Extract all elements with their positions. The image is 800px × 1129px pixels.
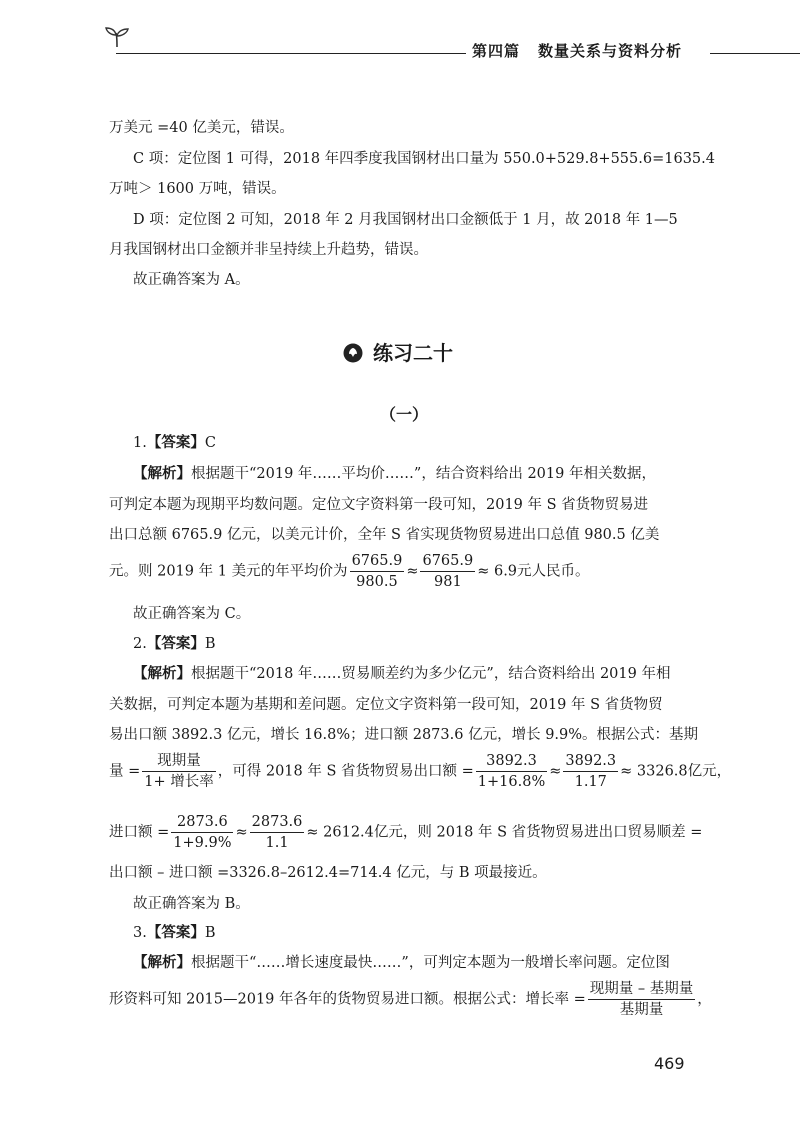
q2-answer-label: 【答案】 [146,636,205,652]
numerator: 3892.3 [476,751,547,772]
q1-answer-label: 【答案】 [146,435,205,451]
header-rule-right [710,53,800,54]
text-line: 万美元 =40 亿美元，错误。 [109,120,294,136]
page-header [0,0,800,70]
text-line: 故正确答案为 B。 [133,896,250,912]
q1-text: 根据题干“2019 年……平均价……”，结合资料给出 2019 年相关数据， [191,466,656,482]
fraction [142,751,215,792]
q2-import-prefix: 进口额 = [109,824,170,841]
numerator: 2873.6 [171,812,233,833]
q3-formula-line [109,979,712,1020]
q3-number: 3. [133,925,147,941]
q1-answer [133,432,216,454]
q2-formula-prefix: 量 = [109,763,141,780]
text-line: 出口总额 6765.9 亿元，以美元计价，全年 S 省实现货物贸易进出口总值 980.5 亿美 [109,527,660,543]
fraction [588,979,695,1020]
text-line: 易出口额 3892.3 亿元，增长 16.8%；进口额 2873.6 亿元，增长 9.9%。根据公式：基期 [109,727,699,743]
denominator: 1.1 [265,835,289,851]
numerator: 现期量 [142,751,215,772]
q2-answer-value: B [204,636,216,652]
denominator: 1.17 [574,774,607,790]
fraction [563,751,618,792]
q3-answer [133,922,216,944]
q2-analysis-line [133,663,670,685]
text-line: 可判定本题为现期平均数问题。定位文字资料第一段可知，2019 年 S 省货物贸易进 [109,497,649,513]
text-line: 关数据，可判定本题为基期和差问题。定位文字资料第一段可知，2019 年 S 省货物贸 [109,697,663,713]
q1-analysis-label: 【解析】 [133,466,191,482]
q3-answer-value: B [204,925,216,941]
q1-formula-result: ≈ 6.9元人民币。 [477,563,590,580]
sprout-icon [104,26,130,48]
q3-analysis-label: 【解析】 [133,955,191,971]
denominator: 基期量 [619,1002,664,1018]
denominator: 1+ 增长率 [144,774,214,790]
fraction [250,812,305,853]
denominator: 1+9.9% [173,835,232,851]
fraction [350,551,405,592]
q1-number: 1. [133,435,147,451]
fraction [476,751,547,792]
denominator: 980.5 [356,574,398,590]
q1-analysis-line [133,463,656,485]
q1-answer-value: C [204,435,216,451]
text-line: C 项：定位图 1 可得，2018 年四季度我国钢材出口量为 550.0+529.8+555.6=1635.4 [133,151,715,167]
section-title: 练习二十 [373,341,453,365]
numerator: 现期量 – 基期量 [588,979,695,1000]
q2-number: 2. [133,636,147,652]
q2-answer [133,633,216,655]
q1-formula-line [109,551,590,592]
q2-import-result: ≈ 2612.4亿元，则 2018 年 S 省货物贸易进出口贸易顺差 = [306,824,703,841]
q2-formula-line-2 [109,812,702,853]
text-line: 故正确答案为 A。 [133,272,250,288]
fraction [171,812,233,853]
q3-answer-label: 【答案】 [146,925,205,941]
header-part: 第四篇 [472,42,521,60]
q2-formula-line-1 [109,751,731,792]
q2-analysis-label: 【解析】 [133,666,191,682]
denominator: 1+16.8% [477,774,546,790]
approx-sign: ≈ [406,563,419,580]
text-line: 万吨＞ 1600 万吨，错误。 [109,181,286,197]
text-line: 出口额 – 进口额 =3326.8–2612.4=714.4 亿元，与 B 项最接近。 [109,865,547,881]
q3-formula-suffix: ， [697,991,712,1008]
section-heading [343,337,453,366]
header-chapter: 数量关系与资料分析 [538,42,683,60]
q2-formula-result: ≈ 3326.8亿元， [620,763,732,780]
approx-sign: ≈ [235,824,248,841]
q2-text: 根据题干“2018 年……贸易顺差约为多少亿元”，结合资料给出 2019 年相 [191,666,671,682]
denominator: 981 [434,574,462,590]
numerator: 6765.9 [350,551,405,572]
header-rule-left [116,53,466,54]
numerator: 3892.3 [563,751,618,772]
numerator: 6765.9 [420,551,475,572]
q2-formula-mid: ，可得 2018 年 S 省货物贸易出口额 = [217,763,474,780]
subsection-heading: （一） [380,405,429,424]
page-number: 469 [654,1054,685,1073]
header-title [472,40,682,61]
fraction [420,551,475,592]
text-line: 月我国钢材出口金额并非呈持续上升趋势，错误。 [109,242,428,258]
numerator: 2873.6 [250,812,305,833]
q3-text: 根据题干“……增长速度最快……”，可判定本题为一般增长率问题。定位图 [191,955,670,971]
text-line: 故正确答案为 C。 [133,606,251,622]
q1-formula-prefix: 元。则 2019 年 1 美元的年平均价为 [109,563,348,580]
q3-analysis-line [133,952,670,974]
approx-sign: ≈ [549,763,562,780]
q3-formula-prefix: 形资料可知 2015—2019 年各年的货物贸易进口额。根据公式：增长率 = [109,991,586,1008]
flower-badge-icon [343,343,363,363]
text-line: D 项：定位图 2 可知，2018 年 2 月我国钢材出口金额低于 1 月，故 2018 年 1—5 [133,212,678,228]
